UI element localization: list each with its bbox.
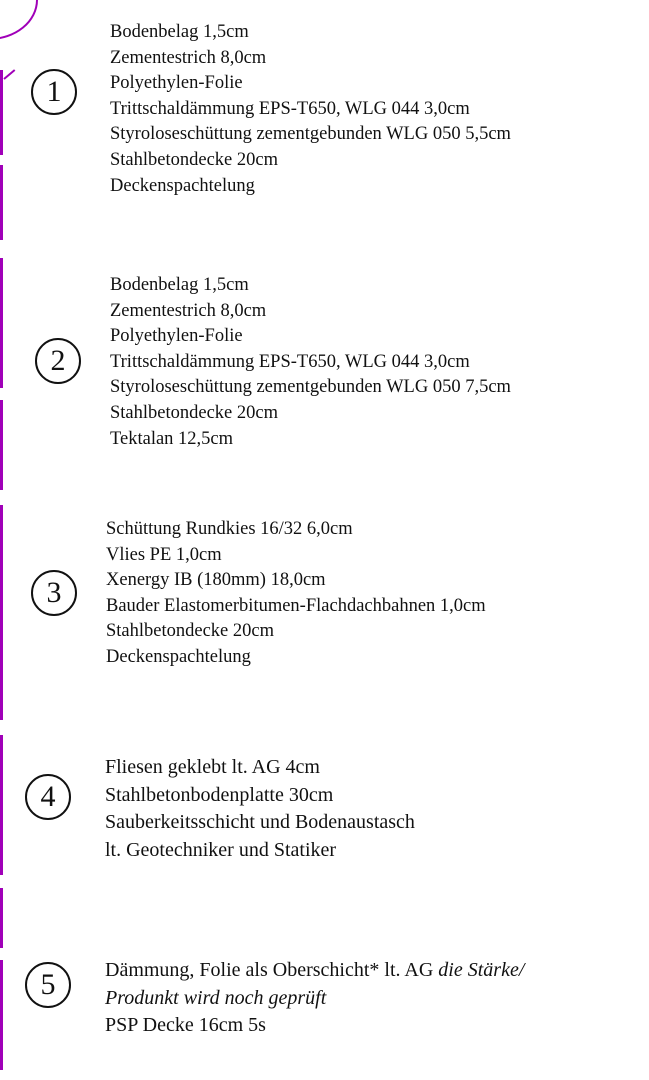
margin-line: [0, 400, 3, 490]
section-number-3: 3: [31, 570, 77, 616]
margin-line: [0, 165, 3, 240]
margin-line: [0, 888, 3, 948]
layer-line: Polyethylen-Folie: [110, 73, 243, 94]
layer-line: Schüttung Rundkies 16/32 6,0cm: [106, 519, 353, 539]
layer-line: Zementestrich 8,0cm: [110, 300, 267, 321]
section-number-4: 4: [25, 774, 71, 820]
layer-line: Xenergy IB (180mm) 18,0cm: [106, 570, 326, 591]
layer-line: Tektalan 12,5cm: [110, 428, 234, 449]
layer-line: Fliesen geklebt lt. AG 4cm: [105, 756, 320, 778]
layer-line: Vlies PE 1,0cm: [106, 544, 222, 565]
layer-line: Deckenspachtelung: [106, 646, 251, 667]
layer-line: Bodenbelag 1,5cm: [110, 22, 249, 42]
layer-line: Zementestrich 8,0cm: [110, 47, 267, 68]
layer-note-italic: Produnkt wird noch geprüft: [105, 986, 327, 1009]
layer-line: Polyethylen-Folie: [110, 326, 243, 347]
section-1-layers: [110, 20, 511, 199]
layer-line: Styroloseschüttung zementgebunden WLG 050 5,5cm: [110, 124, 511, 145]
margin-line: [0, 735, 3, 875]
section-2-layers: [110, 273, 511, 452]
section-number-1: 1: [31, 69, 77, 115]
margin-line: [0, 505, 3, 720]
layer-line: [105, 957, 524, 985]
margin-line: [0, 70, 3, 155]
section-3-layers: [106, 517, 486, 671]
layer-line: Stahlbetonbodenplatte 30cm: [105, 783, 334, 806]
section-4-layers: [105, 754, 415, 864]
layer-line: Styroloseschüttung zementgebunden WLG 050 7,5cm: [110, 377, 511, 398]
layer-note-italic: die Stärke/: [438, 959, 525, 981]
section-number-5: 5: [25, 962, 71, 1008]
layer-line: Sauberkeitsschicht und Bodenaustasch: [105, 811, 415, 833]
layer-line: lt. Geotechniker und Statiker: [105, 838, 337, 861]
layer-line: Bauder Elastomerbitumen-Flachdachbahnen 1,0cm: [106, 595, 486, 616]
layer-text: Dämmung, Folie als Oberschicht* lt. AG: [105, 959, 439, 981]
layer-line: Trittschaldämmung EPS-T650, WLG 044 3,0cm: [110, 351, 470, 372]
layer-line: Trittschaldämmung EPS-T650, WLG 044 3,0cm: [110, 98, 470, 119]
layer-line: Deckenspachtelung: [110, 175, 255, 196]
layer-line: Stahlbetondecke 20cm: [110, 402, 278, 423]
layer-line: Stahlbetondecke 20cm: [110, 149, 278, 170]
section-number-2: 2: [35, 338, 81, 384]
margin-arc: [0, 0, 38, 40]
margin-line: [0, 258, 3, 388]
layer-line: Bodenbelag 1,5cm: [110, 275, 249, 295]
margin-line: [0, 960, 3, 1070]
section-5-layers: [105, 957, 524, 1040]
layer-line: PSP Decke 16cm 5s: [105, 1014, 266, 1036]
layer-line: Stahlbetondecke 20cm: [106, 621, 274, 642]
margin-tick: [3, 69, 15, 80]
